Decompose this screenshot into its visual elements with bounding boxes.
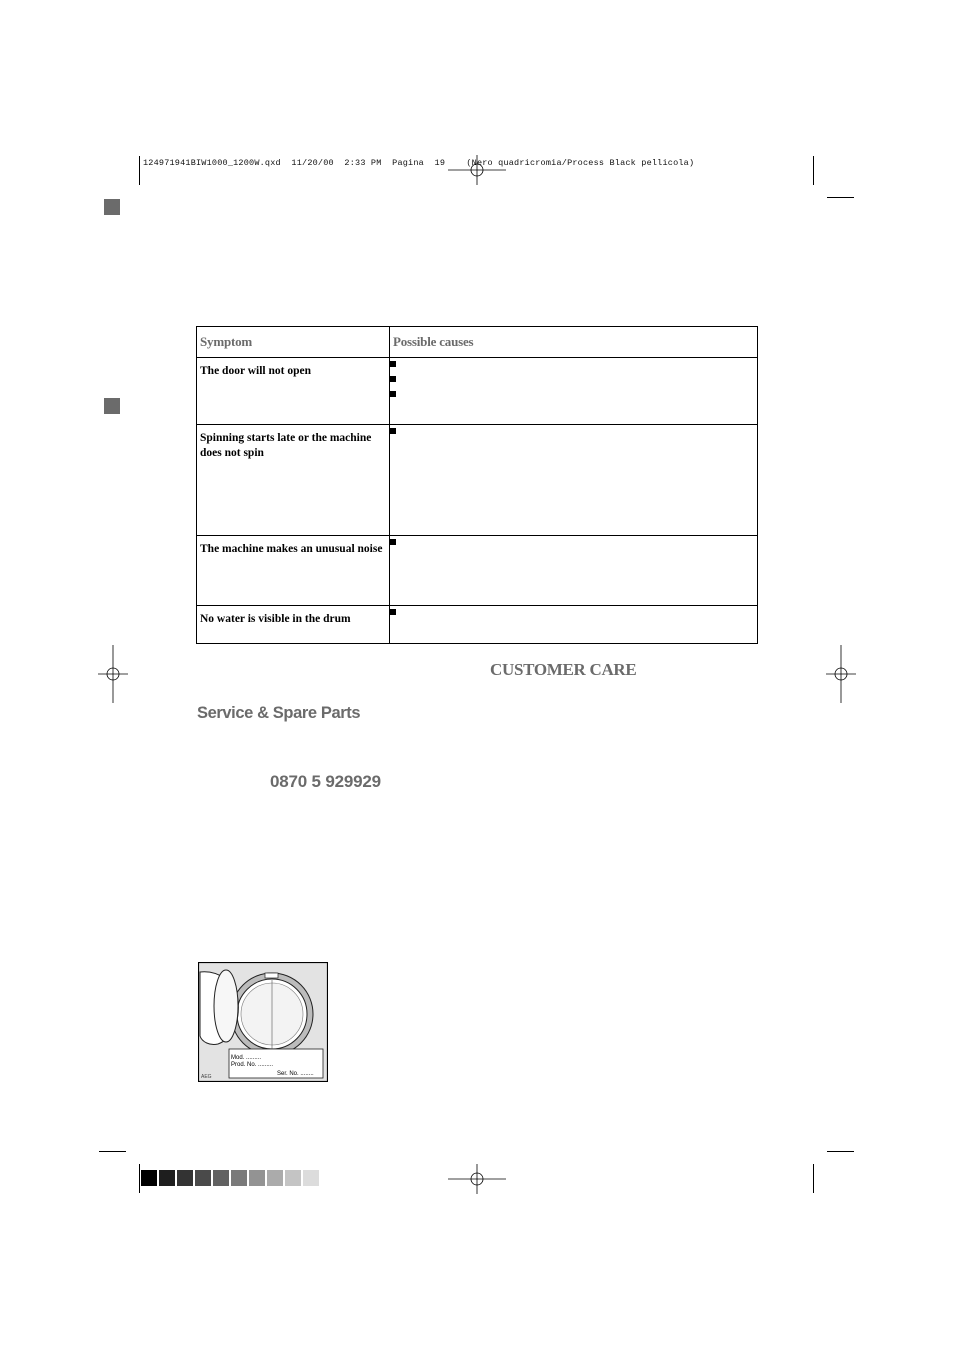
crop-mark [99, 1151, 126, 1152]
causes-cell [390, 358, 758, 425]
ser-no-label: Ser. No. ........ [277, 1071, 314, 1077]
color-swatch [249, 1170, 265, 1186]
bullet-icon [390, 428, 396, 434]
print-slug: 124971941BIW1000_1200W.qxd 11/20/00 2:33 PM Pagina 19 (Nero quadricromia/Process Black pellicola) [143, 158, 695, 168]
color-swatch [141, 1170, 157, 1186]
page-tab-marker [104, 199, 120, 215]
crop-mark [139, 1164, 140, 1193]
symptom-text: The door will not open [200, 365, 311, 377]
causes-cell [390, 606, 758, 644]
customer-care-heading: CUSTOMER CARE [490, 660, 637, 679]
prod-no-label: Prod. No. ......... [231, 1062, 274, 1068]
color-swatch [177, 1170, 193, 1186]
table-header-row [197, 327, 758, 358]
table-row [197, 606, 758, 644]
service-spare-parts-title: Service & Spare Parts [197, 704, 361, 722]
bullet-icon [390, 609, 396, 615]
phone-number: 0870 5 929929 [270, 772, 381, 791]
table-row [197, 358, 758, 425]
crop-mark [139, 156, 140, 185]
crop-mark [827, 197, 854, 198]
crop-mark [813, 156, 814, 185]
table-row [197, 536, 758, 606]
troubleshooting-table [196, 326, 758, 644]
table-row [197, 425, 758, 536]
color-swatch [267, 1170, 283, 1186]
bullet-icon [390, 376, 396, 382]
causes-cell [390, 536, 758, 606]
bullet-icon [390, 391, 396, 397]
possible-causes-header: Possible causes [390, 327, 758, 358]
color-swatch [159, 1170, 175, 1186]
color-swatch [213, 1170, 229, 1186]
registration-mark-icon [448, 1164, 506, 1194]
registration-mark-icon [826, 645, 856, 703]
color-swatch [285, 1170, 301, 1186]
symptom-text: Spinning starts late or the machine does not spin [200, 432, 372, 459]
symptom-header: Symptom [197, 327, 390, 358]
bullet-icon [390, 361, 396, 367]
causes-cell [390, 425, 758, 536]
color-swatch [303, 1170, 319, 1186]
brand-logo: AEG [201, 1074, 212, 1080]
color-swatch [231, 1170, 247, 1186]
bullet-icon [390, 539, 396, 545]
color-swatch [195, 1170, 211, 1186]
symptom-text: The machine makes an unusual noise [200, 543, 383, 555]
rating-plate-illustration [198, 962, 328, 1082]
crop-mark [827, 1151, 854, 1152]
symptom-text: No water is visible in the drum [200, 613, 351, 625]
registration-mark-icon [98, 645, 128, 703]
page-tab-marker [104, 398, 120, 414]
mod-label: Mod. ......... [231, 1055, 262, 1061]
registration-mark-icon [448, 155, 506, 185]
crop-mark [813, 1164, 814, 1193]
color-calibration-bar [141, 1170, 321, 1186]
